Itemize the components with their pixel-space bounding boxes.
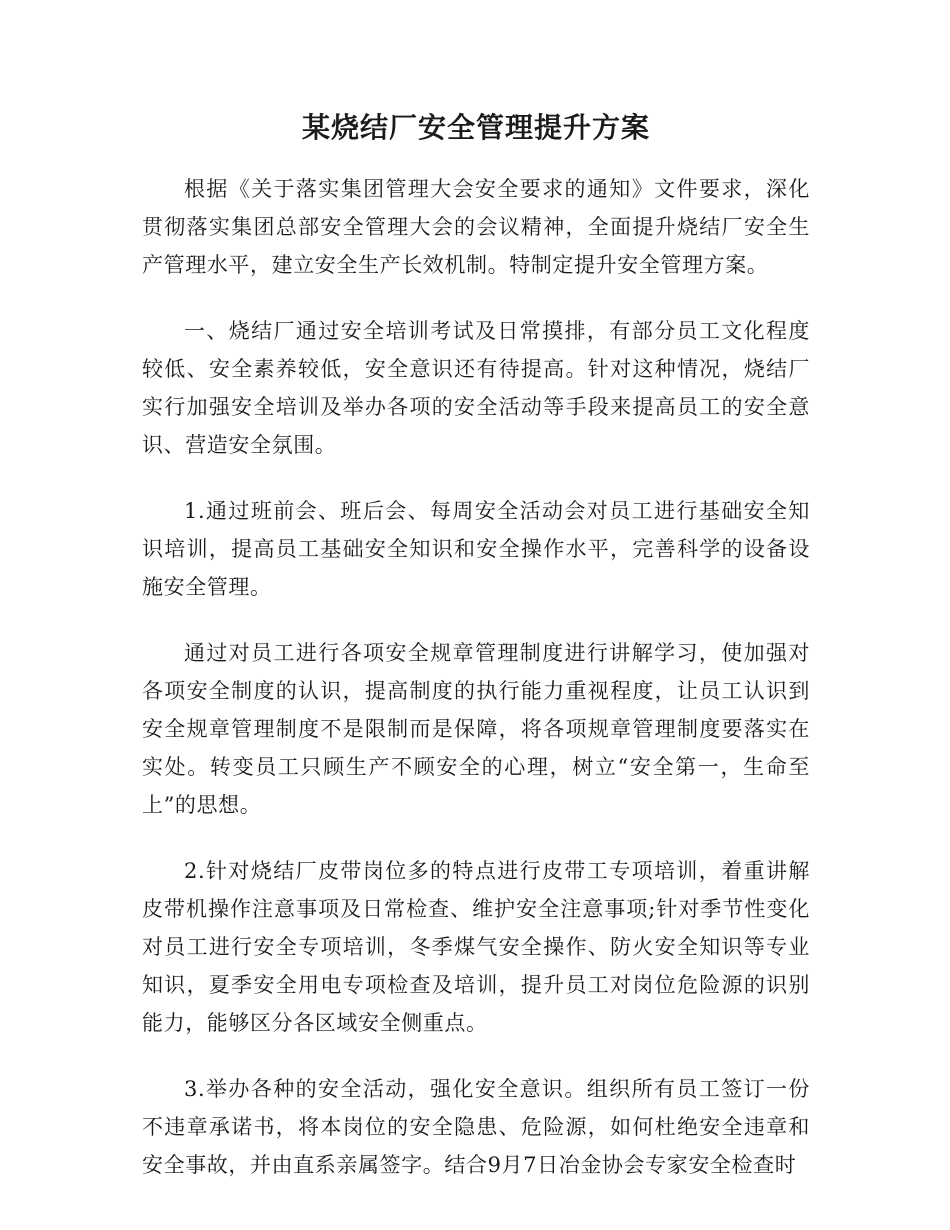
document-title: 某烧结厂安全管理提升方案 bbox=[301, 111, 650, 144]
paragraph-section-1: 一、烧结厂通过安全培训考试及日常摸排，有部分员工文化程度较低、安全素养较低，安全意识还有待提高。针对这种情况，烧结厂实行加强安全培训及举办各项的安全活动等手段来提高员工的安全意识、营造安全氛围。 bbox=[142, 319, 810, 457]
paragraph-rules-training: 通过对员工进行各项安全规章管理制度进行讲解学习，使加强对各项安全制度的认识，提高制度的执行能力重视程度，让员工认识到安全规章管理制度不是限制而是保障，将各项规章管理制度要落实在实处。转变员工只顾生产不顾安全的心理，树立“安全第一，生命至上”的思想。 bbox=[142, 641, 810, 817]
paragraph-item-3: 3.举办各种的安全活动，强化安全意识。组织所有员工签订一份不违章承诺书，将本岗位的安全隐患、危险源，如何杜绝安全违章和安全事故，并由直系亲属签字。结合9月7日冶金协会专家安全检查时 bbox=[142, 1077, 810, 1177]
document-page bbox=[142, 108, 810, 1184]
paragraph-item-2: 2.针对烧结厂皮带岗位多的特点进行皮带工专项培训，着重讲解皮带机操作注意事项及日常检查、维护安全注意事项;针对季节性变化对员工进行安全专项培训，冬季煤气安全操作、防火安全知识等专业知识，夏季安全用电专项检查及培训，提升员工对岗位危险源的识别能力，能够区分各区域安全侧重点。 bbox=[142, 859, 810, 1035]
paragraph-item-1: 1.通过班前会、班后会、每周安全活动会对员工进行基础安全知识培训，提高员工基础安全知识和安全操作水平，完善科学的设备设施安全管理。 bbox=[142, 499, 810, 599]
paragraph-intro: 根据《关于落实集团管理大会安全要求的通知》文件要求，深化贯彻落实集团总部安全管理大会的会议精神，全面提升烧结厂安全生产管理水平，建立安全生产长效机制。特制定提升安全管理方案。 bbox=[142, 177, 810, 277]
